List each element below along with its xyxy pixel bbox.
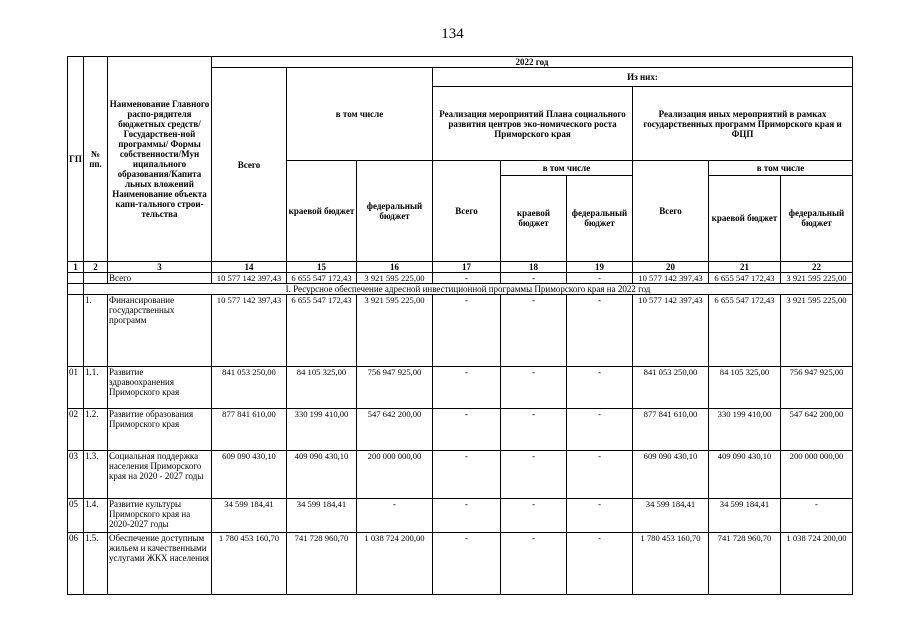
- header-federal: федеральный бюджет: [357, 161, 433, 262]
- row-v22: -: [781, 499, 853, 533]
- row-v17: -: [433, 451, 501, 499]
- column-number: 3: [108, 262, 212, 273]
- row-v18: -: [501, 499, 567, 533]
- header-incl3: в том числе: [709, 161, 852, 175]
- header-regional2: краевой бюджет: [501, 175, 567, 261]
- total-v21: 6 655 547 172,43: [709, 273, 781, 284]
- row-gp: 02: [68, 409, 84, 451]
- column-number: 2: [84, 262, 108, 273]
- total-v17: -: [433, 273, 501, 284]
- row-v14: 10 577 142 397,43: [212, 295, 287, 367]
- row-v14: 1 780 453 160,70: [212, 533, 287, 595]
- column-number: 19: [567, 262, 633, 273]
- header-federal3: федеральный бюджет: [788, 208, 845, 229]
- row-v16: 1 038 724 200,00: [357, 533, 433, 595]
- row-gp: [68, 295, 84, 367]
- row-v21: 6 655 547 172,43: [709, 295, 781, 367]
- header-regional: краевой бюджет: [287, 161, 357, 262]
- total-v22: 3 921 595 225,00: [781, 273, 853, 284]
- header-federal2: федеральный бюджет: [571, 208, 628, 229]
- total-v19: -: [567, 273, 633, 284]
- row-name: Развитие образования Приморского края: [108, 409, 212, 451]
- row-v17: -: [433, 533, 501, 595]
- column-number: 1: [68, 262, 84, 273]
- row-v16: -: [357, 499, 433, 533]
- row-v19: -: [567, 367, 633, 409]
- row-v15: 741 728 960,70: [287, 533, 357, 595]
- total-v18: -: [501, 273, 567, 284]
- column-number: 20: [633, 262, 709, 273]
- row-v18: -: [501, 409, 567, 451]
- row-v16: 200 000 000,00: [357, 451, 433, 499]
- row-gp: 05: [68, 499, 84, 533]
- row-v15: 409 090 430,10: [287, 451, 357, 499]
- header-of-them: Из них:: [433, 68, 853, 87]
- header-year: 2022 год: [212, 57, 853, 68]
- section-gp-cell: [68, 284, 84, 295]
- row-gp: 01: [68, 367, 84, 409]
- row-v18: -: [501, 451, 567, 499]
- column-numbers-row: [68, 262, 853, 273]
- header-regional3: краевой бюджет: [709, 175, 781, 261]
- row-v20: 10 577 142 397,43: [633, 295, 709, 367]
- row-v19: -: [567, 295, 633, 367]
- total-v14: 10 577 142 397,43: [212, 273, 287, 284]
- header-incl-plan: [501, 161, 632, 261]
- row-v18: -: [501, 533, 567, 595]
- column-number: 21: [709, 262, 781, 273]
- row-v21: 330 199 410,00: [709, 409, 781, 451]
- header-num: № пп.: [84, 57, 108, 262]
- row-v19: -: [567, 499, 633, 533]
- row-v18: -: [501, 295, 567, 367]
- row-v20: 34 599 184,41: [633, 499, 709, 533]
- row-v15: 330 199 410,00: [287, 409, 357, 451]
- table-row: [68, 451, 853, 499]
- row-v15: 84 105 325,00: [287, 367, 357, 409]
- row-num: 1.: [84, 295, 108, 367]
- header-total: Всего: [212, 68, 287, 262]
- total-label: Всего: [108, 273, 212, 284]
- empty-cell: [84, 273, 108, 284]
- section-title: I. Ресурсное обеспечение адресной инвестиционной программы Приморского края на 2022 год: [84, 284, 853, 295]
- row-v18: -: [501, 367, 567, 409]
- table-row: [68, 499, 853, 533]
- row-v19: -: [567, 409, 633, 451]
- column-number: 14: [212, 262, 287, 273]
- row-v22: 200 000 000,00: [781, 451, 853, 499]
- header-incl-other-cell: [709, 161, 853, 262]
- row-v17: -: [433, 295, 501, 367]
- row-v21: 84 105 325,00: [709, 367, 781, 409]
- total-v15: 6 655 547 172,43: [287, 273, 357, 284]
- row-v21: 741 728 960,70: [709, 533, 781, 595]
- row-v16: 547 642 200,00: [357, 409, 433, 451]
- row-v15: 34 599 184,41: [287, 499, 357, 533]
- column-number: 18: [501, 262, 567, 273]
- header-gp: ГП: [68, 57, 84, 262]
- table-row: [68, 409, 853, 451]
- data-rows: [68, 295, 853, 595]
- row-v14: 609 090 430,10: [212, 451, 287, 499]
- header-incl-other: [709, 161, 852, 261]
- row-name: Финансирование государственных программ: [108, 295, 212, 367]
- row-num: 1.5.: [84, 533, 108, 595]
- row-num: 1.2.: [84, 409, 108, 451]
- row-v14: 877 841 610,00: [212, 409, 287, 451]
- header-total-other: Всего: [633, 161, 709, 262]
- empty-cell: [68, 273, 84, 284]
- table-row: [68, 367, 853, 409]
- header-plan: Реализация мероприятий Плана социального развития центров эко-номического роста Приморского края: [433, 87, 633, 161]
- total-row: [68, 273, 853, 284]
- row-v17: -: [433, 499, 501, 533]
- row-gp: 03: [68, 451, 84, 499]
- row-num: 1.1.: [84, 367, 108, 409]
- row-name: Обеспечение доступным жильем и качественными услугами ЖКХ населения: [108, 533, 212, 595]
- header-incl-plan-cell: [501, 161, 633, 262]
- row-v19: -: [567, 533, 633, 595]
- row-name: Социальная поддержка населения Приморского края на 2020 - 2027 годы: [108, 451, 212, 499]
- row-v19: -: [567, 451, 633, 499]
- row-v22: 756 947 925,00: [781, 367, 853, 409]
- column-number: 17: [433, 262, 501, 273]
- row-v20: 1 780 453 160,70: [633, 533, 709, 595]
- header-incl: в том числе: [287, 68, 433, 161]
- row-v14: 841 053 250,00: [212, 367, 287, 409]
- column-number: 15: [287, 262, 357, 273]
- header-total-plan: Всего: [433, 161, 501, 262]
- row-v15: 6 655 547 172,43: [287, 295, 357, 367]
- row-v22: 3 921 595 225,00: [781, 295, 853, 367]
- row-name: Развитие культуры Приморского края на 2020-2027 годы: [108, 499, 212, 533]
- row-v21: 34 599 184,41: [709, 499, 781, 533]
- table-row: [68, 533, 853, 595]
- total-v16: 3 921 595 225,00: [357, 273, 433, 284]
- row-v14: 34 599 184,41: [212, 499, 287, 533]
- row-v20: 609 090 430,10: [633, 451, 709, 499]
- row-v21: 409 090 430,10: [709, 451, 781, 499]
- row-v20: 841 053 250,00: [633, 367, 709, 409]
- header-name: Наименование Главного распо-рядителя бюджетных средств/ Государствен-ной программы/ Формы собственности/Мун иципального образования/Капита льных вложений Наименование объекта капи-тального строи-тельства: [108, 57, 212, 262]
- row-num: 1.3.: [84, 451, 108, 499]
- row-v17: -: [433, 409, 501, 451]
- column-number: 22: [781, 262, 853, 273]
- row-name: Развитие здравоохранения Приморского края: [108, 367, 212, 409]
- row-v22: 1 038 724 200,00: [781, 533, 853, 595]
- total-v20: 10 577 142 397,43: [633, 273, 709, 284]
- header-incl2: в том числе: [501, 161, 632, 175]
- row-v16: 3 921 595 225,00: [357, 295, 433, 367]
- page-number: 134: [441, 26, 464, 42]
- header-other: Реализация иных мероприятий в рамках государственных программ Приморского края и ФЦП: [633, 87, 853, 161]
- row-v16: 756 947 925,00: [357, 367, 433, 409]
- investment-program-table: [67, 56, 853, 595]
- row-v17: -: [433, 367, 501, 409]
- row-num: 1.4.: [84, 499, 108, 533]
- column-number: 16: [357, 262, 433, 273]
- row-v22: 547 642 200,00: [781, 409, 853, 451]
- row-v20: 877 841 610,00: [633, 409, 709, 451]
- row-gp: 06: [68, 533, 84, 595]
- table-row: [68, 295, 853, 367]
